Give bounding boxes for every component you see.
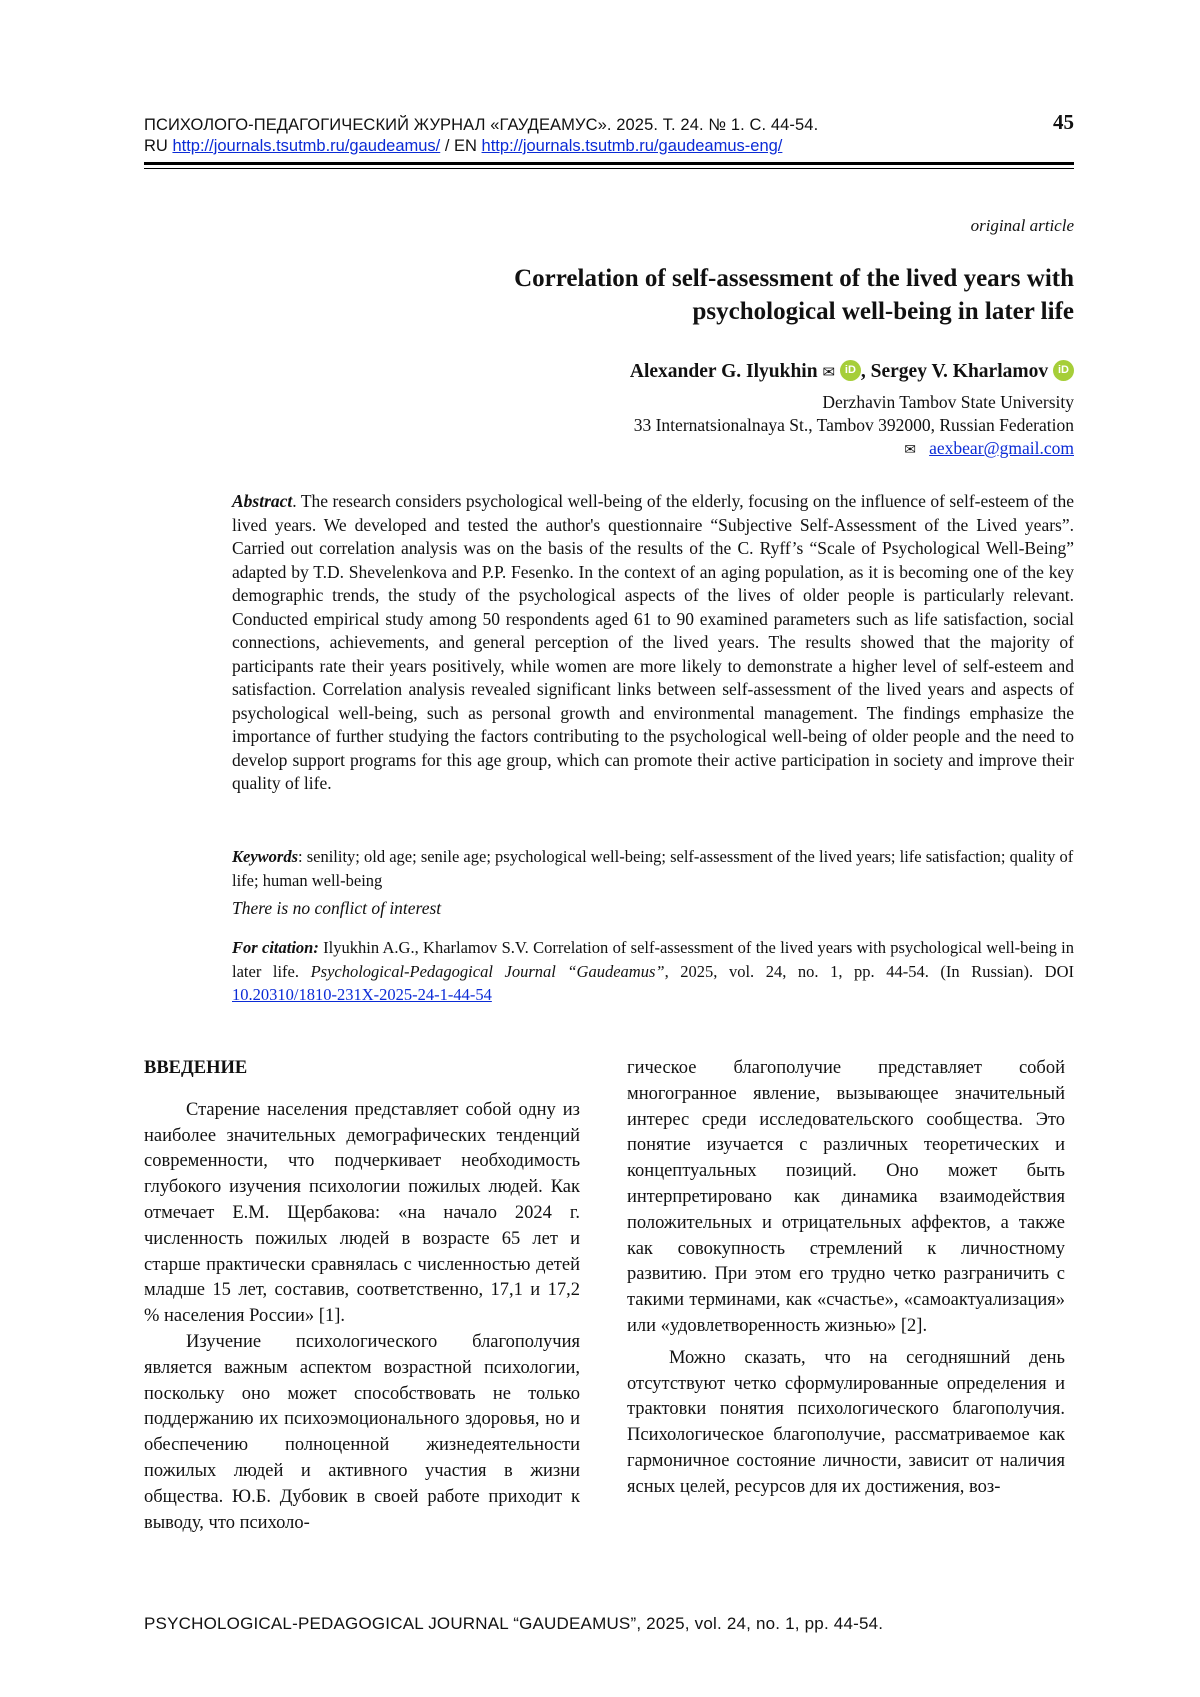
university-address: 33 Internatsionalnaya St., Tambov 392000, Russian Federation (633, 415, 1074, 435)
citation-text: Ilyukhin A.G., Kharlamov S.V. Correlation of self-assessment of the lived years with psychological well-being in later life. (232, 938, 1074, 981)
citation-journal: Psychological-Pedagogical Journal “Gaudeamus” (310, 961, 665, 981)
citation (232, 936, 1074, 1007)
body-paragraph-3: Можно сказать, что на сегодняшний день отсутствуют четко сформулированные определения и трактовки понятия психологического благополучия. Психологическое благополучие, рассматриваемое как гармоничное состояние личности, зависит от наличия ясных целей, ресурсов для их достижения, воз- (627, 1347, 1065, 1497)
abstract-label: Abstract (232, 491, 293, 511)
authors-line (630, 360, 1074, 383)
journal-header-ru: ПСИХОЛОГО-ПЕДАГОГИЧЕСКИЙ ЖУРНАЛ «ГАУДЕАМУС». 2025. Т. 24. № 1. С. 44-54. (144, 116, 819, 134)
keywords (232, 845, 1074, 892)
author-separator: , (860, 361, 866, 382)
author-1: Alexander G. Ilyukhin (629, 361, 818, 382)
body-paragraph-2-cont: гическое благополучие представляет собой многогранное явление, вызывающее значительный интерес среди исследовательского сообщества. Это понятие изучается с различных теоретических и концептуальных позиций. Оно может быть интерпретировано как динамика взаимодействия положительных и отрицательных аффектов, а также как совокупность стремлений к личностному развитию. При этом его трудно четко разграничить с такими терминами, как «счастье», «самоактуализация» или «удовлетворенность жизнью» [2]. (627, 1058, 1065, 1336)
section-heading: ВВЕДЕНИЕ (144, 1058, 248, 1078)
article-title: Correlation of self-assessment of the lived years with psychological well-being in later life (514, 265, 1074, 325)
conflict-statement: There is no conflict of interest (232, 898, 442, 918)
en-label: EN (454, 137, 477, 155)
citation-label: For citation: (232, 938, 319, 957)
author-2: Sergey V. Kharlamov (870, 361, 1049, 382)
body-paragraph-2: Изучение психологического благополучия является важным аспектом возрастной психологии, поскольку оно может способствовать не только поддержанию их психоэмоционального здоровья, но и обеспечению полноценной жизнедеятельности пожилых людей и активного участия в жизни общества. Ю.Б. Дубовик в своей работе приходит к выводу, что психоло- (144, 1331, 580, 1533)
url-separator: / (444, 137, 450, 155)
abstract-text: . The research considers psychological well-being of the elderly, focusing on the influence of self-esteem of the lived years. We developed and tested the author's questionnaire “Subjective Self-Assessment of the Lived years”. Carried out correlation analysis was on the basis of the results of the C. Ryff’s “Scale of Psychological Well-Being” adapted by T.D. Shevelenkova and P.P. Fesenko. In the context of an aging population, as it is becoming one of the key demographic trends, the study of the psychological aspects of the lives of older people is particularly relevant. Conducted empirical study among 50 respondents aged 61 to 90 examined parameters such as life satisfaction, social connections, achievements, and general perception of the lived years. The results showed that the majority of participants rate their years positively, while women are more likely to demonstrate a higher level of self-esteem and satisfaction. Correlation analysis revealed significant links between self-assessment of the lived years and aspects of psychological well-being, such as personal growth and environmental management. The findings emphasize the importance of further studying the factors contributing to the psychological well-being of older people and the need to develop support programs for this age group, which can promote their active participation in society and improve their quality of life. (232, 491, 1074, 793)
author-email-link[interactable]: aexbear@gmail.com (929, 438, 1074, 458)
journal-urls (144, 137, 782, 156)
article-type: original article (970, 216, 1074, 235)
envelope-icon: ✉ (822, 365, 836, 381)
affiliation (634, 391, 1074, 437)
email-row (904, 438, 1074, 459)
university-name: Derzhavin Tambov State University (822, 392, 1074, 412)
header-rule-thin (144, 168, 1074, 169)
keywords-text: : senility; old age; senile age; psychological well-being; self-assessment of the lived years; life satisfaction; quality of life; human well-being (232, 847, 1074, 890)
body-column-right (627, 1056, 1065, 1501)
body-column-left (144, 1056, 580, 1536)
page-number: 45 (1053, 110, 1074, 134)
body-paragraph-1: Старение населения представляет собой одну из наиболее значительных демографических тенденций современности, что подчеркивает необходимость глубокого изучения психологии пожилых людей. Как отмечает Е.М. Щербакова: «на начало 2024 г. численность пожилых людей в возрасте 65 лет и старше практически сравнялась с численностью детей младше 15 лет, составив, соответственно, 17,1 и 17,2 % населения России» [1]. (144, 1099, 580, 1327)
ru-label: RU (144, 137, 168, 155)
citation-details: , 2025, vol. 24, no. 1, pp. 44-54. (In Russian). DOI (664, 961, 1075, 981)
envelope-icon: ✉ (904, 443, 916, 458)
ru-journal-link[interactable]: http://journals.tsutmb.ru/gaudeamus/ (172, 137, 441, 155)
orcid-icon[interactable]: iD (1053, 360, 1074, 381)
doi-link[interactable]: 10.20310/1810-231X-2025-24-1-44-54 (232, 985, 492, 1004)
header-rule-thick (144, 162, 1074, 165)
journal-footer: PSYCHOLOGICAL-PEDAGOGICAL JOURNAL “GAUDEAMUS”, 2025, vol. 24, no. 1, pp. 44-54. (144, 1614, 884, 1633)
en-journal-link[interactable]: http://journals.tsutmb.ru/gaudeamus-eng/ (481, 137, 783, 155)
orcid-icon[interactable]: iD (840, 360, 861, 381)
keywords-label: Keywords (232, 847, 298, 866)
abstract (232, 490, 1074, 796)
